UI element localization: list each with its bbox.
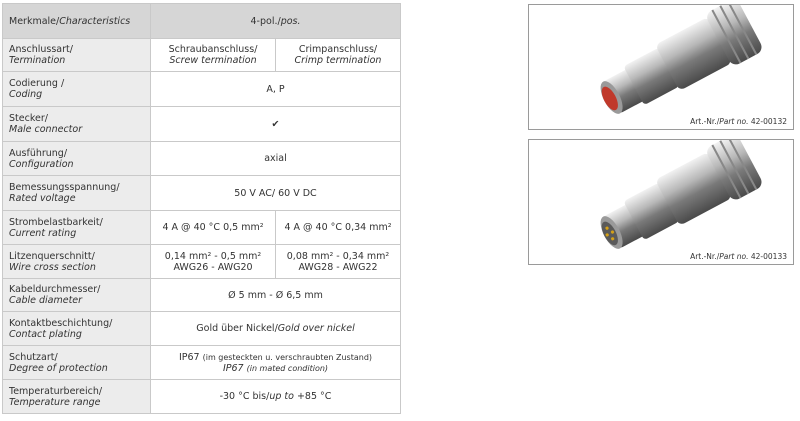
row-protection bbox=[3, 346, 401, 380]
row-temperature bbox=[3, 380, 401, 414]
cell-wire-crimp: 0,08 mm² - 0,34 mm² AWG28 - AWG22 bbox=[276, 245, 401, 279]
row-plating bbox=[3, 312, 401, 346]
row-current bbox=[3, 211, 401, 245]
connector-red-contacts-image bbox=[529, 5, 793, 129]
cell-value: 50 V AC/ 60 V DC bbox=[151, 176, 401, 211]
row-label: Codierung / Coding bbox=[3, 72, 151, 107]
cell-current-crimp: 4 A @ 40 °C 0,34 mm² bbox=[276, 211, 401, 245]
product-image-2 bbox=[528, 139, 794, 265]
cell-value: -30 °C bis/up to +85 °C bbox=[151, 380, 401, 414]
check-icon: ✔ bbox=[151, 107, 401, 142]
row-coding bbox=[3, 72, 401, 107]
row-rated-voltage bbox=[3, 176, 401, 211]
part-number-label: Art.-Nr./Part no. 42-00132 bbox=[690, 117, 787, 126]
cell-value: axial bbox=[151, 142, 401, 176]
row-cable bbox=[3, 279, 401, 312]
cell-screw: Schraubanschluss/ Screw termination bbox=[151, 39, 276, 72]
row-label: Bemessungsspannung/ Rated voltage bbox=[3, 176, 151, 211]
spec-table bbox=[2, 3, 401, 414]
row-label: Kabeldurchmesser/ Cable diameter bbox=[3, 279, 151, 312]
cell-value: IP67 (im gesteckten u. verschraubten Zustand) IP67 (in mated condition) bbox=[151, 346, 401, 380]
row-label: Ausführung/ Configuration bbox=[3, 142, 151, 176]
row-label: Schutzart/ Degree of protection bbox=[3, 346, 151, 380]
cell-value: Gold über Nickel/Gold over nickel bbox=[151, 312, 401, 346]
cell-wire-screw: 0,14 mm² - 0,5 mm² AWG26 - AWG20 bbox=[151, 245, 276, 279]
row-label: Litzenquerschnitt/ Wire cross section bbox=[3, 245, 151, 279]
header-label: Merkmale/Characteristics bbox=[3, 4, 151, 39]
cell-current-screw: 4 A @ 40 °C 0,5 mm² bbox=[151, 211, 276, 245]
part-number-label: Art.-Nr./Part no. 42-00133 bbox=[690, 252, 787, 261]
row-plug bbox=[3, 107, 401, 142]
row-label: Temperaturbereich/ Temperature range bbox=[3, 380, 151, 414]
connector-grey-contacts-image bbox=[529, 140, 793, 264]
row-label: Stecker/ Male connector bbox=[3, 107, 151, 142]
row-wire bbox=[3, 245, 401, 279]
row-label: Kontaktbeschichtung/ Contact plating bbox=[3, 312, 151, 346]
row-label: Anschlussart/ Termination bbox=[3, 39, 151, 72]
table-header-row bbox=[3, 4, 401, 39]
cell-value: Ø 5 mm - Ø 6,5 mm bbox=[151, 279, 401, 312]
cell-crimp: Crimpanschluss/ Crimp termination bbox=[276, 39, 401, 72]
row-label: Strombelastbarkeit/ Current rating bbox=[3, 211, 151, 245]
row-termination bbox=[3, 39, 401, 72]
product-image-1 bbox=[528, 4, 794, 130]
row-configuration bbox=[3, 142, 401, 176]
header-value: 4-pol./pos. bbox=[151, 4, 401, 39]
cell-value: A, P bbox=[151, 72, 401, 107]
